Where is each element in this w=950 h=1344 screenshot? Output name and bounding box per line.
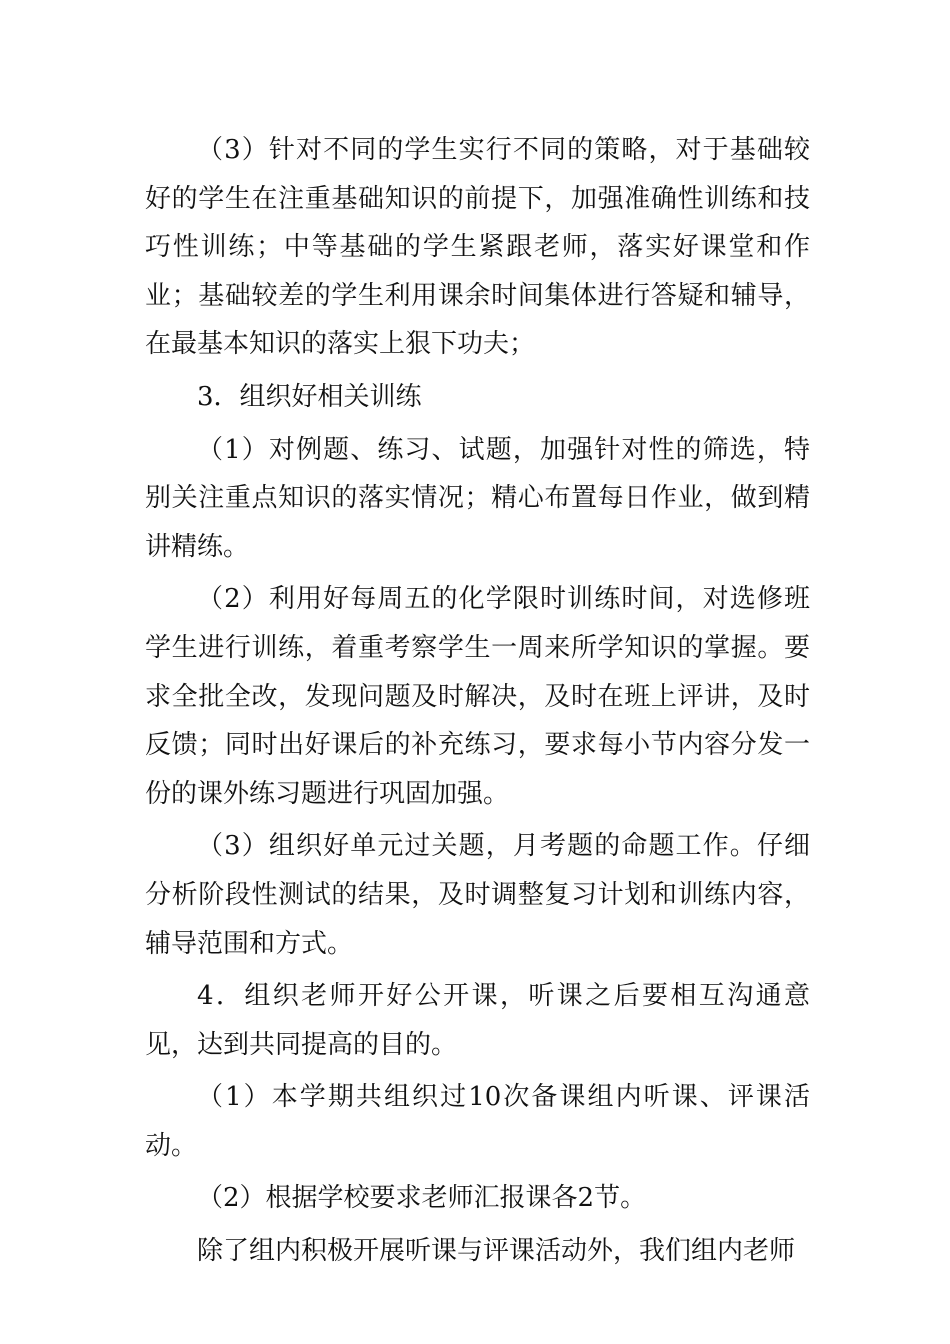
document-body (145, 126, 810, 1280)
paragraph-lesson-observation: （1）本学期共组织过10次备课组内听课、评课活动。 (145, 1082, 810, 1161)
paragraph-continuation: 除了组内积极开展听课与评课活动外，我们组内老师 (197, 1236, 796, 1267)
paragraph-report-lessons: （2）根据学校要求老师汇报课各2节。 (197, 1183, 647, 1214)
paragraph-friday-training: （2）利用好每周五的化学限时训练时间，对选修班学生进行训练，着重考察学生一周来所学知识的掌握。要求全批全改，发现问题及时解决，及时在班上评讲，及时反馈；同时出好课后的补充练习，要求每小节内容分发一份的课外练习题进行巩固加强。 (145, 584, 810, 809)
section-heading-training: 3．组织好相关训练 (197, 381, 422, 412)
section-heading-open-class: 4．组织老师开好公开课，听课之后要相互沟通意见，达到共同提高的目的。 (145, 981, 810, 1060)
paragraph-unit-tests: （3）组织好单元过关题，月考题的命题工作。仔细分析阶段性测试的结果，及时调整复习计划和训练内容，辅导范围和方式。 (145, 831, 810, 959)
paragraph-exercises: （1）对例题、练习、试题，加强针对性的筛选，特别关注重点知识的落实情况；精心布置每日作业，做到精讲精练。 (145, 434, 810, 562)
paragraph-strategy: （3）针对不同的学生实行不同的策略，对于基础较好的学生在注重基础知识的前提下，加强准确性训练和技巧性训练；中等基础的学生紧跟老师，落实好课堂和作业；基础较差的学生利用课余时间集体进行答疑和辅导，在最基本知识的落实上狠下功夫； (145, 135, 810, 360)
